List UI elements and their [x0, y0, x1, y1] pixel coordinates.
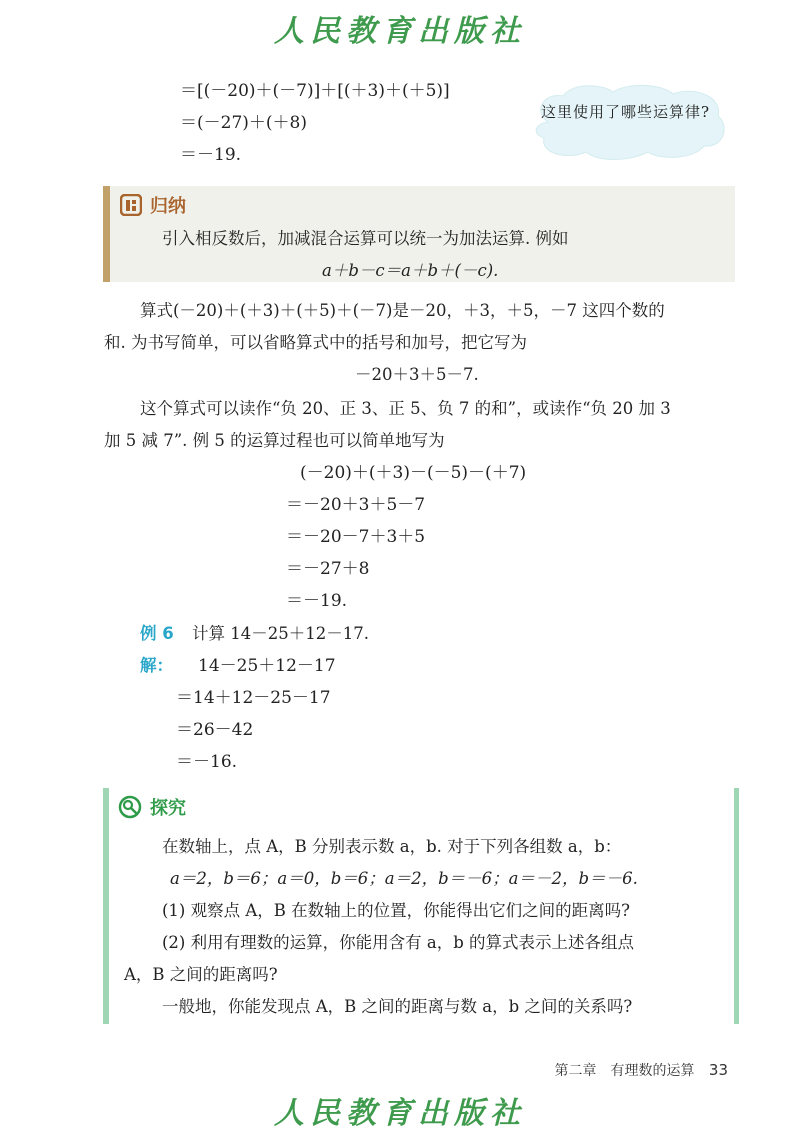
explore-title: 探究 [150, 798, 186, 819]
equation-line: ＝(－27)＋(＋8) [180, 113, 307, 133]
example5-step: (－20)＋(＋3)－(－5)－(＋7) [300, 463, 527, 483]
summary-icon [120, 194, 142, 216]
summary-text: 引入相反数后，加减混合运算可以统一为加法运算. 例如 [162, 229, 569, 248]
chapter-title: 第二章 有理数的运算 [554, 1063, 695, 1079]
equation-line: ＝[(－20)＋(－7)]＋[(＋3)＋(＋5)] [180, 81, 450, 101]
footer-watermark: 人民教育出版社 [274, 1096, 526, 1131]
explore-question-2: (2) 利用有理数的运算，你能用含有 a，b 的算式表示上述各组点 [162, 933, 635, 952]
paragraph1-formula: －20＋3＋5－7. [355, 365, 479, 384]
example5-step: ＝－19. [286, 591, 348, 611]
thought-bubble-text: 这里使用了哪些运算律? [541, 103, 711, 121]
paragraph1-line1: 算式(－20)＋(＋3)＋(＋5)＋(－7)是－20，＋3，＋5，－7 这四个数的 [140, 301, 665, 320]
example6-step: ＝26－42 [176, 720, 254, 740]
page-number: 33 [708, 1061, 728, 1079]
explore-question-2-cont: A，B 之间的距离吗? [124, 965, 278, 984]
example5-step: ＝－20＋3＋5－7 [286, 495, 426, 515]
example5-step: ＝－20－7＋3＋5 [286, 527, 426, 547]
example6-label: 例 6 [140, 624, 174, 643]
example6-step: 14－25＋12－17 [198, 656, 336, 676]
example6-step: ＝14＋12－25－17 [176, 688, 331, 708]
example6-step: ＝－16. [176, 752, 238, 772]
example6-problem: 计算 14－25＋12－17. [192, 624, 369, 643]
example5-step: ＝－27＋8 [286, 559, 370, 579]
explore-question-1: (1) 观察点 A，B 在数轴上的位置，你能得出它们之间的距离吗? [162, 901, 630, 920]
paragraph2-line1: 这个算式可以读作“负 20、正 3、正 5、负 7 的和”，或读作“负 20 加 3 [140, 399, 671, 418]
equation-line: ＝－19. [180, 145, 242, 165]
summary-formula: a＋b－c＝a＋b＋(－c). [322, 261, 499, 280]
header-watermark: 人民教育出版社 [274, 14, 526, 49]
explore-question-3: 一般地，你能发现点 A，B 之间的距离与数 a，b 之间的关系吗? [162, 997, 633, 1016]
explore-intro: 在数轴上，点 A，B 分别表示数 a，b. 对于下列各组数 a，b： [162, 837, 622, 856]
paragraph1-line2: 和. 为书写简单，可以省略算式中的括号和加号，把它写为 [104, 333, 527, 352]
explore-icon [118, 795, 142, 819]
page-footer [554, 1060, 728, 1080]
summary-title: 归纳 [150, 196, 186, 217]
explore-pairs: a＝2，b＝6；a＝0，b＝6；a＝2，b＝－6；a＝－2，b＝－6. [170, 869, 638, 888]
paragraph2-line2: 加 5 减 7”. 例 5 的运算过程也可以简单地写为 [104, 431, 445, 450]
solution-label: 解： [140, 656, 173, 675]
